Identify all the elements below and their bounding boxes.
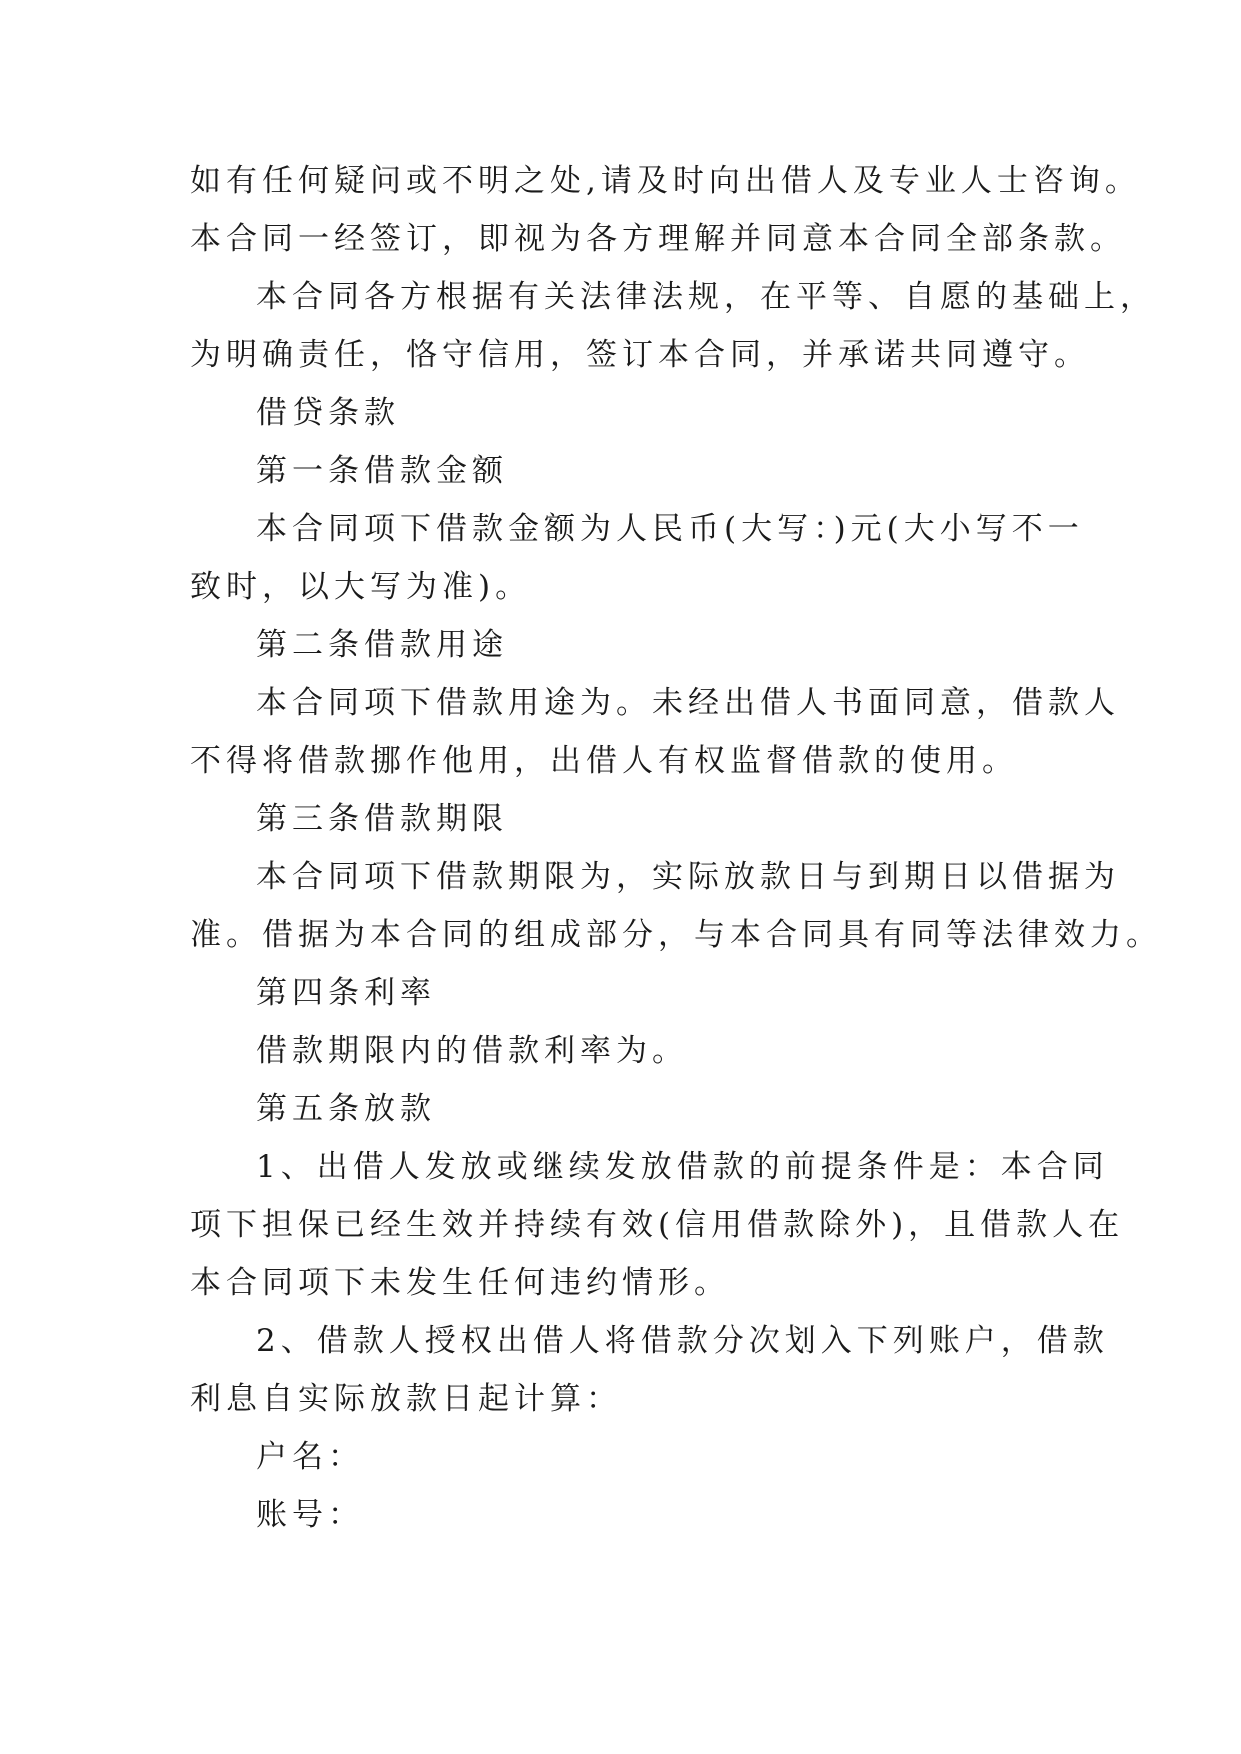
text-line: 本合同项下借款金额为人民币(大写：)元(大小写不一 (256, 511, 1084, 547)
article-heading: 第五条放款 (256, 1091, 436, 1127)
text-line: 本合同各方根据有关法律法规，在平等、自愿的基础上， (256, 279, 1156, 315)
text-line: 本合同一经签订，即视为各方理解并同意本合同全部条款。 (190, 221, 1126, 257)
text-line: 为明确责任，恪守信用，签订本合同，并承诺共同遵守。 (190, 337, 1090, 373)
text-line: 本合同项下未发生任何违约情形。 (190, 1265, 730, 1301)
contract-body (190, 152, 1162, 1544)
text-line: 1、出借人发放或继续发放借款的前提条件是：本合同 (256, 1149, 1109, 1185)
account-number-label: 账号： (256, 1497, 364, 1533)
text-line: 准。借据为本合同的组成部分，与本合同具有同等法律效力。 (190, 917, 1162, 953)
text-line: 致时，以大写为准)。 (190, 569, 532, 605)
text-line: 利息自实际放款日起计算： (190, 1381, 622, 1417)
text-line: 不得将借款挪作他用，出借人有权监督借款的使用。 (190, 743, 1018, 779)
text-line: 本合同项下借款期限为，实际放款日与到期日以借据为 (256, 859, 1120, 895)
text-line: 2、借款人授权出借人将借款分次划入下列账户，借款 (256, 1323, 1109, 1359)
text-line: 本合同项下借款用途为。未经出借人书面同意，借款人 (256, 685, 1120, 721)
article-heading: 第四条利率 (256, 975, 436, 1011)
section-heading: 借贷条款 (256, 395, 400, 431)
article-heading: 第二条借款用途 (256, 627, 508, 663)
text-line: 如有任何疑问或不明之处,请及时向出借人及专业人士咨询。 (190, 163, 1141, 199)
article-heading: 第一条借款金额 (256, 453, 508, 489)
text-line: 项下担保已经生效并持续有效(信用借款除外)，且借款人在 (190, 1207, 1125, 1243)
article-heading: 第三条借款期限 (256, 801, 508, 837)
account-name-label: 户名： (256, 1439, 364, 1475)
text-line: 借款期限内的借款利率为。 (256, 1033, 688, 1069)
